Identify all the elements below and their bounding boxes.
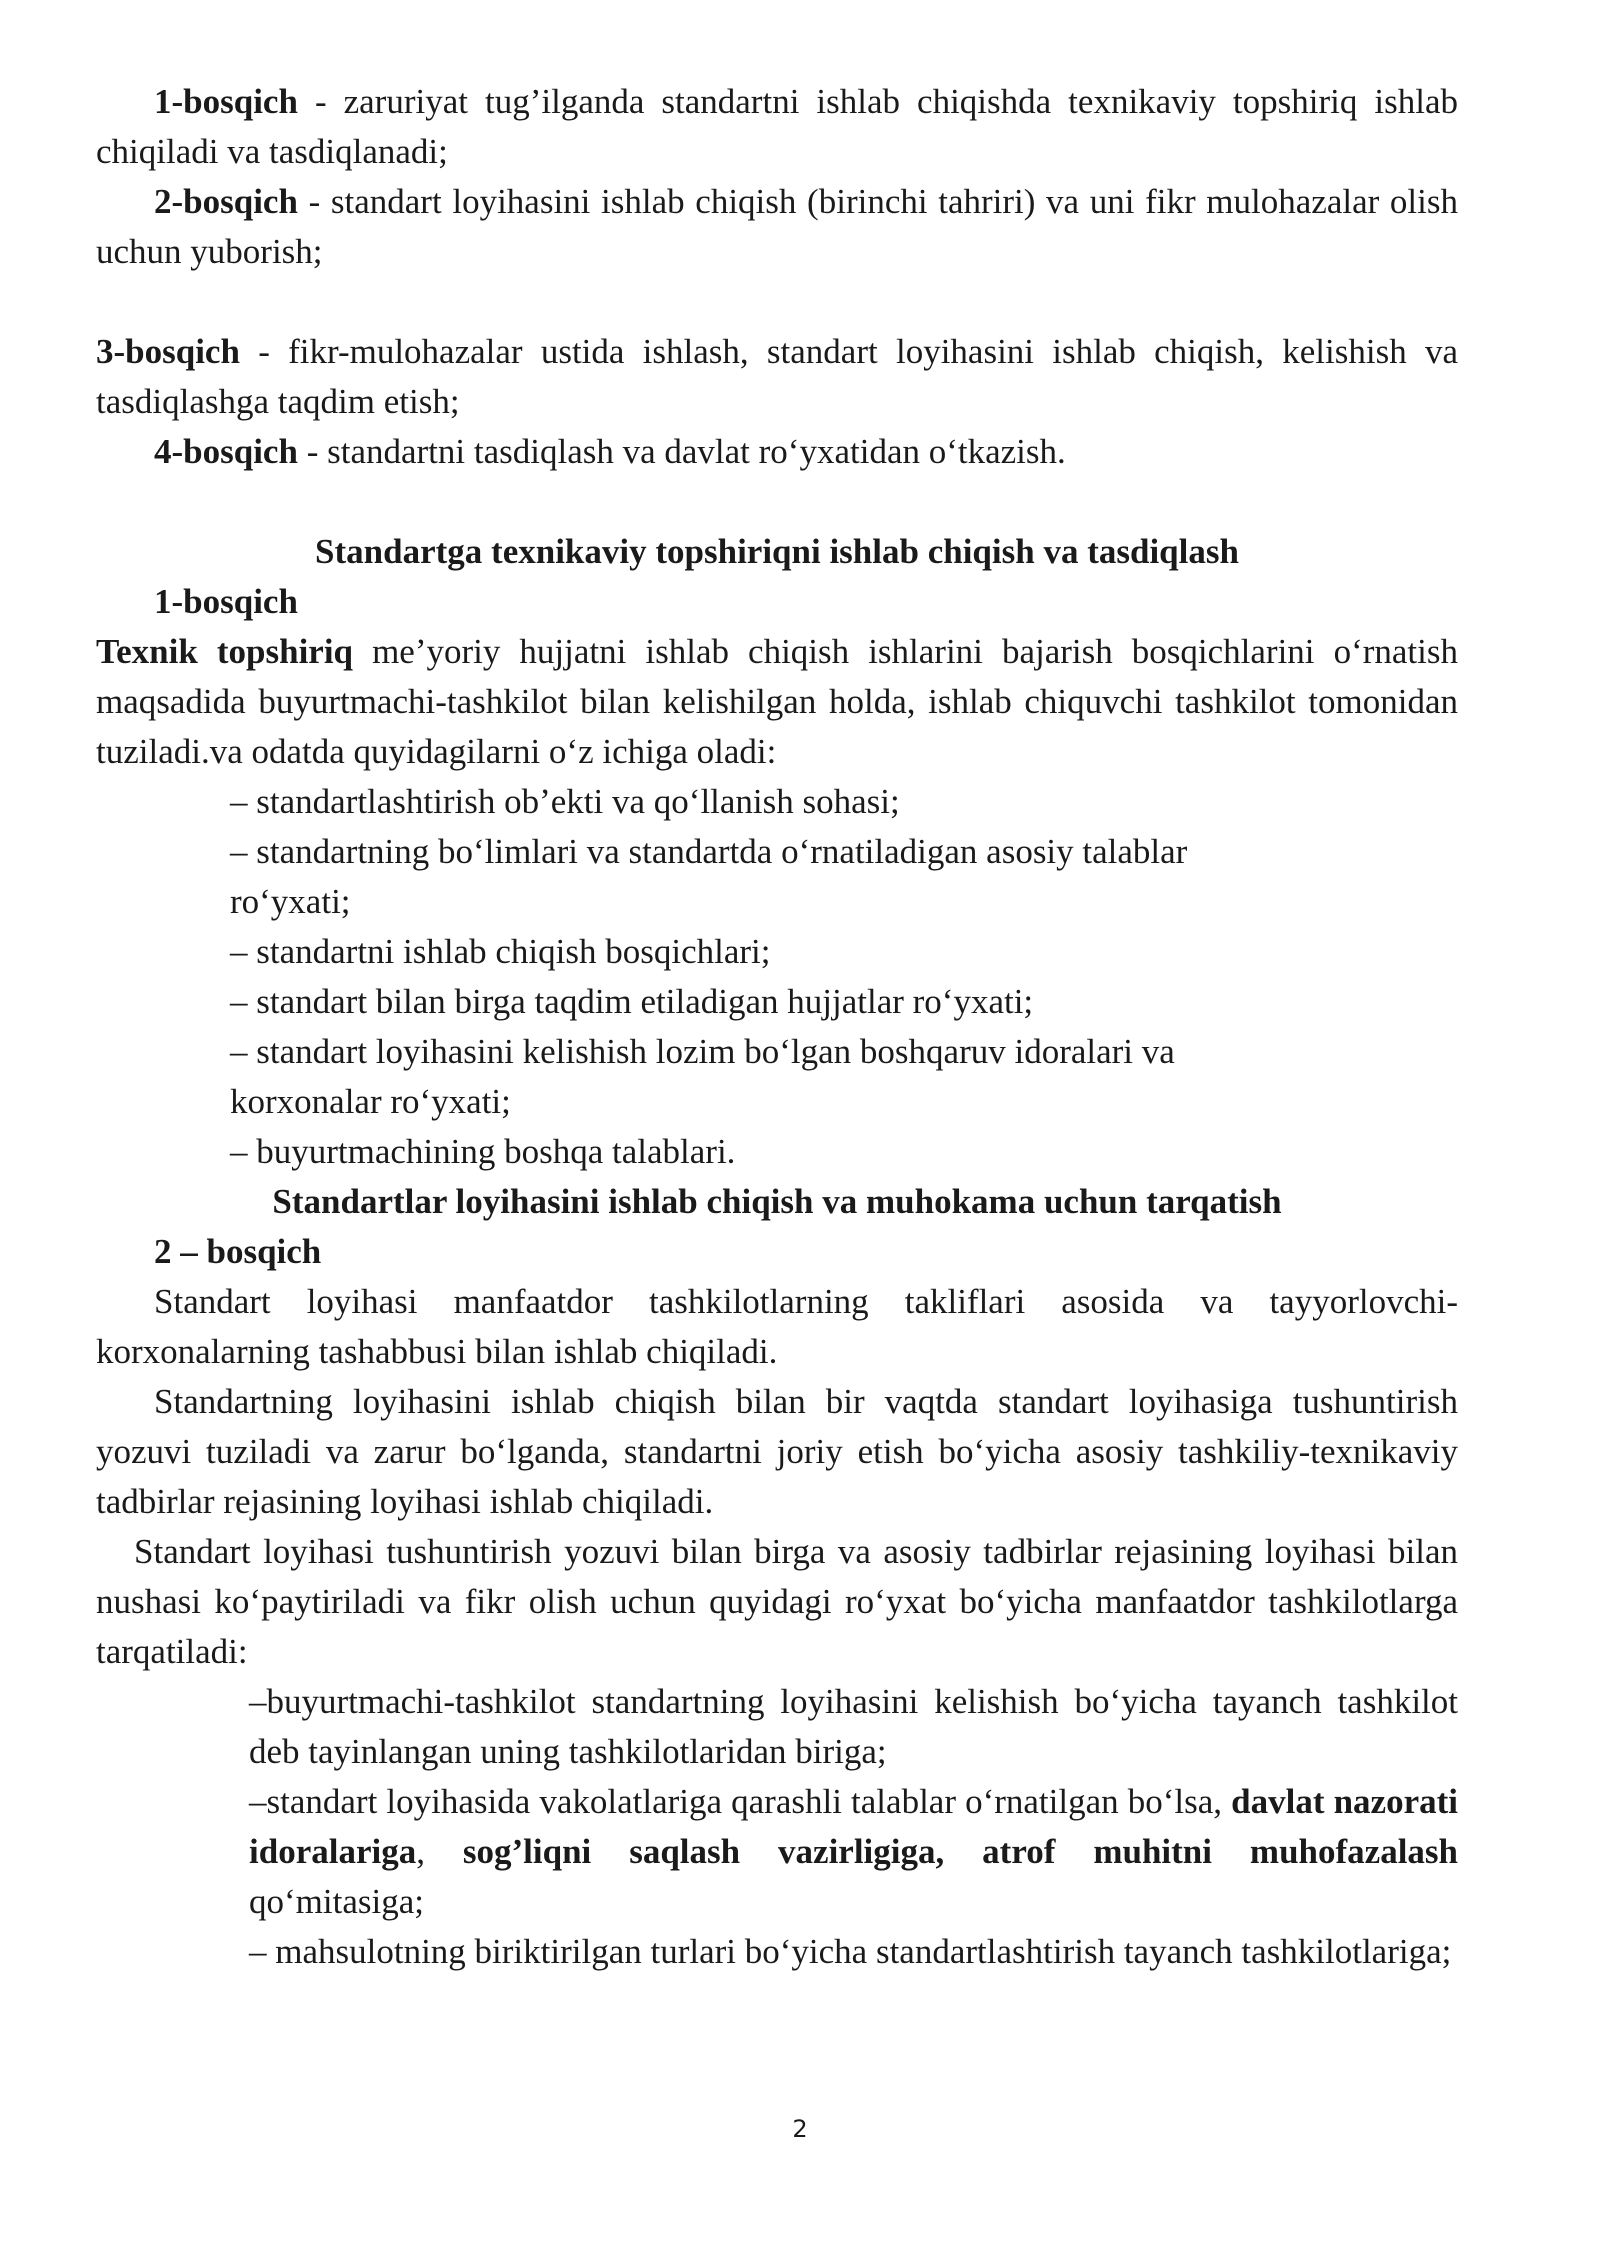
paragraph-text: meʼyoriy hujjatni ishlab chiqish ishlarini bajarish bosqichlarini oʻrnatish maqsadida buyurtmachi-tashkilot bilan kelishilgan holda, ishlab chiquvchi tashkilot tomonidan tuziladi.va odatda quyidagilarni oʻz ichiga oladi: (96, 632, 1458, 771)
stage-label: 4-bosqich (154, 432, 298, 471)
list-item: – mahsulotning biriktirilgan turlari boʻyicha standartlashtirish tayanch tashkilotlariga; (249, 1932, 1452, 1971)
list-item: – standartning boʻlimlari va standartda oʻrnatiladigan asosiy talablar roʻyxati; (230, 832, 1188, 921)
paragraph-stage-3 (96, 327, 1458, 427)
emphasis-text: sog’liqni saqlash vazirligiga, atrof muhitni muhofazalash (462, 1832, 1458, 1871)
paragraph-text: - standart loyihasini ishlab chiqish (birinchi tahriri) va uni fikr mulohazalar olish uchun yuborish; (96, 182, 1458, 271)
stage-label: 3-bosqich (96, 332, 240, 371)
stage-label: 2-bosqich (154, 182, 298, 221)
term-label: Texnik topshiriq (96, 632, 354, 671)
list-item-text: , (416, 1832, 463, 1871)
list-item: – buyurtmachining boshqa talablari. (230, 1132, 736, 1171)
paragraph-stage-1 (96, 77, 1458, 177)
section-heading-2: Standartlar loyihasini ishlab chiqish va muhokama uchun tarqatish (272, 1182, 1282, 1221)
distribution-list (249, 1677, 1458, 1977)
list-item (249, 1777, 1458, 1927)
list-item: – standartlashtirish obʼekti va qoʻllanish sohasi; (230, 782, 900, 821)
list-item: – standartni ishlab chiqish bosqichlari; (230, 932, 771, 971)
paragraph-text: - standartni tasdiqlash va davlat roʻyxatidan oʻtkazish. (297, 432, 1066, 471)
list-item-text: qoʻmitasiga; (249, 1882, 424, 1921)
page-number: 2 (792, 2115, 808, 2143)
section-subheading-1: 1-bosqich (154, 582, 298, 621)
list-item-text: –standart loyihasida vakolatlariga qarashli talablar oʻrnatilgan boʻlsa, (249, 1782, 1232, 1821)
paragraph-draft-basis: Standart loyihasi manfaatdor tashkilotlarning takliflari asosida va tayyorlovchi-korxonalarning tashabbusi bilan ishlab chiqiladi. (96, 1282, 1458, 1371)
list-item: – standart bilan birga taqdim etiladigan hujjatlar roʻyxati; (230, 982, 1034, 1021)
paragraph-draft-note: Standartning loyihasini ishlab chiqish bilan bir vaqtda standart loyihasiga tushuntirish yozuvi tuziladi va zarur boʻlganda, standartni joriy etish boʻyicha asosiy tashkiliy-texnikaviy tadbirlar rejasining loyihasi ishlab chiqiladi. (96, 1382, 1458, 1521)
paragraph-stage-2 (96, 177, 1458, 277)
section-heading-1: Standartga texnikaviy topshiriqni ishlab chiqish va tasdiqlash (315, 532, 1239, 571)
paragraph-stage-4 (96, 427, 1458, 477)
tech-task-list (230, 777, 1240, 1177)
emphasis-text: davlat nazorati idoralariga (249, 1782, 1458, 1871)
paragraph-text: - fikr-mulohazalar ustida ishlash, standart loyihasini ishlab chiqish, kelishish va tasdiqlashga taqdim etish; (96, 332, 1458, 421)
stage-label: 1-bosqich (154, 82, 298, 121)
paragraph-text: - zaruriyat tug’ilganda standartni ishlab chiqishda texnikaviy topshiriq ishlab chiqiladi va tasdiqlanadi; (96, 82, 1458, 171)
paragraph-distribution: Standart loyihasi tushuntirish yozuvi bilan birga va asosiy tadbirlar rejasining loyihasi bilan nushasi koʻpaytiriladi va fikr olish uchun quyidagi roʻyxat boʻyicha manfaatdor tashkilotlarga tarqatiladi: (96, 1532, 1458, 1671)
section-subheading-2: 2 – bosqich (154, 1232, 322, 1271)
paragraph-tech-task (96, 627, 1458, 777)
list-item: – standart loyihasini kelishish lozim boʻlgan boshqaruv idoralari va korxonalar roʻyxati; (230, 1032, 1175, 1121)
list-item: –buyurtmachi-tashkilot standartning loyihasini kelishish boʻyicha tayanch tashkilot deb tayinlangan uning tashkilotlaridan biriga; (249, 1682, 1458, 1771)
